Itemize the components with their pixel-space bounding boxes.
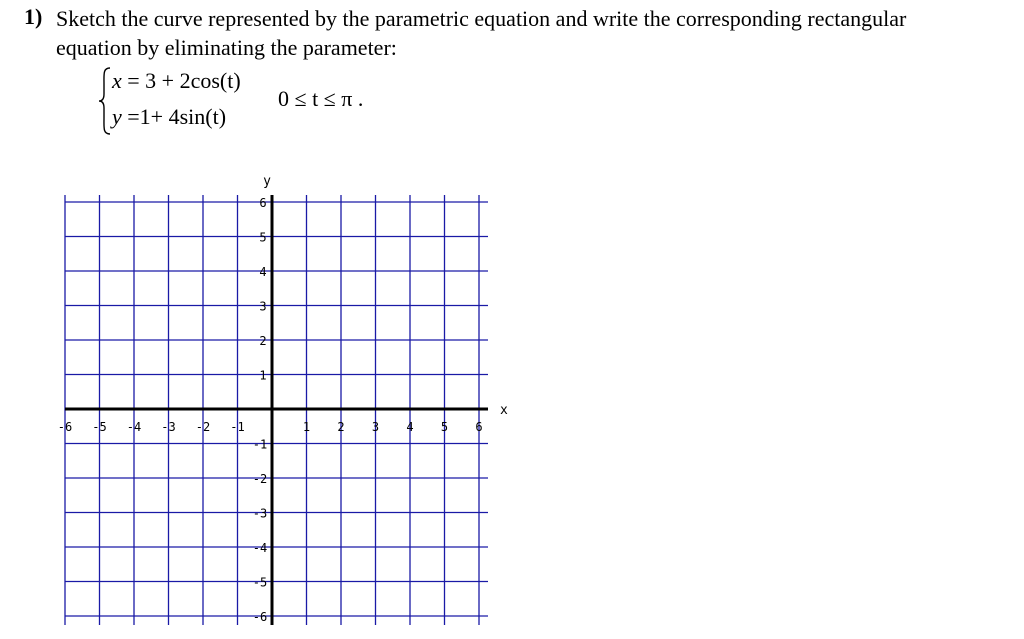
y-tick-label: 3 <box>259 299 267 314</box>
axes <box>65 195 488 625</box>
y-tick-label: 2 <box>259 334 267 348</box>
x-equation-lhs: x <box>112 68 122 93</box>
problem-instruction: Sketch the curve represented by the parametric equation and write the corresponding rectangular equation by eliminating the parameter: <box>56 6 907 60</box>
y-tick-label: 6 <box>259 196 267 210</box>
y-tick-label: -2 <box>252 472 268 486</box>
x-tick-label: -4 <box>126 420 142 434</box>
x-tick-label: -2 <box>195 420 211 434</box>
x-tick-label: -3 <box>161 420 176 434</box>
x-tick-label: -1 <box>230 420 245 434</box>
y-tick-label: -3 <box>252 506 268 521</box>
y-tick-label: -4 <box>252 541 268 555</box>
x-tick-label: 5 <box>440 420 449 434</box>
y-tick-label: 4 <box>259 265 267 279</box>
problem-number: 1) <box>24 4 43 29</box>
x-tick-label: 3 <box>371 420 380 434</box>
parameter-domain: 0 ≤ t ≤ π . <box>278 86 364 111</box>
y-equation-lhs: y <box>112 104 122 129</box>
x-equation-rhs: = 3 + 2cos(t) <box>127 68 241 93</box>
x-tick-label: -6 <box>57 420 73 434</box>
y-tick-label: -6 <box>252 610 268 624</box>
y-tick-label: 5 <box>259 230 267 245</box>
x-axis-label: x <box>500 403 508 418</box>
x-tick-label: 2 <box>337 420 345 434</box>
y-tick-label: 1 <box>259 368 267 383</box>
y-tick-label: -5 <box>252 575 268 590</box>
x-tick-label: 6 <box>475 420 483 434</box>
y-equation-rhs: =1+ 4sin(t) <box>127 104 227 129</box>
x-tick-label: 1 <box>302 420 311 434</box>
y-axis-label: y <box>263 174 271 189</box>
x-tick-label: 4 <box>406 420 414 434</box>
x-tick-label: -5 <box>92 420 107 434</box>
y-tick-label: -1 <box>252 437 268 452</box>
